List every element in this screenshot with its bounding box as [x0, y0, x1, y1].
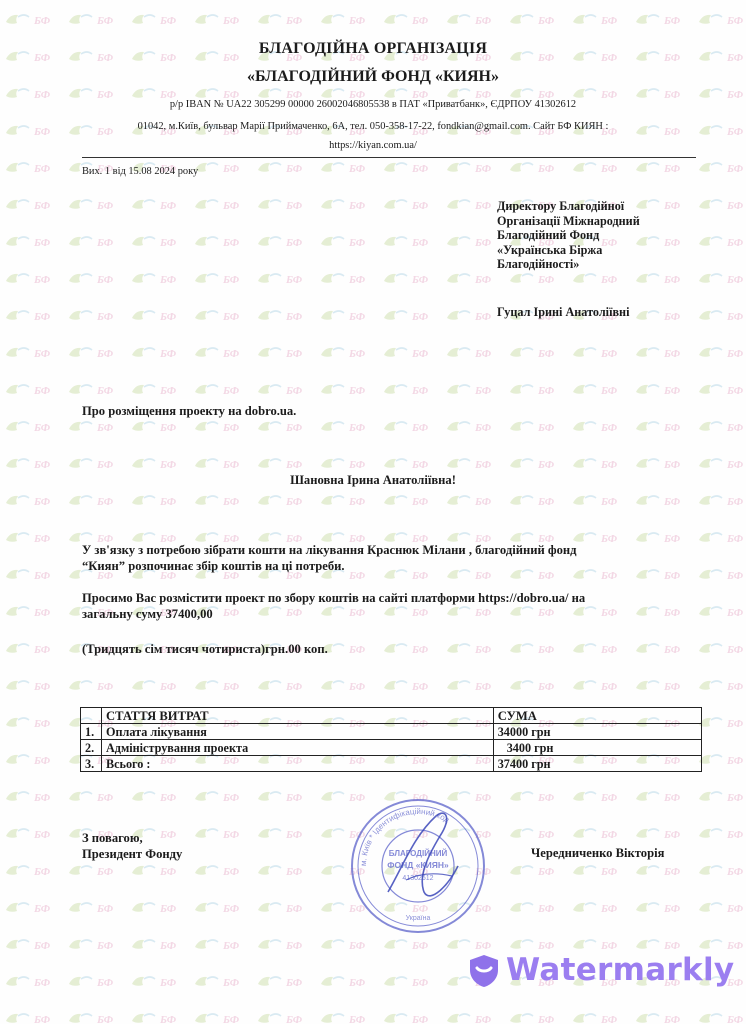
bank-details: р/р IBAN № UA22 305299 00000 26002046805538 в ПАТ «Приватбанк», ЄДРПОУ 41302612: [169, 99, 577, 110]
body-line: У зв'язку з потребою зібрати кошти на лікування Краснюк Мілани , благодійний фонд: [82, 543, 577, 557]
row-item: Всього :: [101, 756, 493, 772]
signer-name: Чередниченко Вікторія: [531, 846, 665, 860]
addressee-line: Директору Благодійної: [497, 199, 625, 213]
signer-position: Президент Фонду: [82, 847, 183, 861]
table-header-num: [81, 708, 102, 724]
closing-regards: З повагою,: [82, 831, 143, 845]
letter-subject: Про розміщення проекту на dobro.ua.: [82, 404, 297, 418]
website-url: https://kiyan.com.ua/: [329, 140, 417, 151]
stamp-ring-text: м. Київ * Ідентифікаційний код: [358, 806, 451, 867]
row-item: Оплата лікування: [101, 724, 493, 740]
addressee-line: Благодійний Фонд: [497, 228, 600, 243]
body-paragraph-1: [82, 542, 702, 574]
greeting: Шановна Ірина Анатоліївна!: [290, 473, 456, 487]
amount-in-words: (Тридцять сім тисяч чотириста)грн.00 коп.: [82, 642, 328, 656]
body-line: “Киян” розпочинає збір коштів на ці потреби.: [82, 559, 345, 573]
addressee-block: [497, 199, 707, 272]
shield-icon: [468, 954, 500, 988]
table-row: [81, 724, 702, 740]
stamp-text-code: 41302612: [402, 875, 434, 882]
signature-block: [82, 830, 182, 862]
org-type: БЛАГОДІЙНА ОРГАНІЗАЦІЯ: [258, 40, 488, 57]
body-line: загальну суму 37400,00: [82, 607, 213, 621]
row-number: 1.: [81, 724, 102, 740]
row-number: 3.: [81, 756, 102, 772]
addressee-person: Гуцал Ірині Анатоліївні: [497, 305, 630, 319]
row-sum: 37400 грн: [493, 756, 701, 772]
watermarkly-badge: [462, 946, 735, 996]
addressee-line: Благодійності»: [497, 257, 580, 272]
table-header-item: СТАТТЯ ВИТРАТ: [101, 708, 493, 724]
organization-stamp: [348, 796, 488, 936]
row-sum: 34000 грн: [493, 724, 701, 740]
table-header-sum: СУМА: [493, 708, 701, 724]
contact-details: 01042, м.Київ, бульвар Марії Приймаченко, 6А, тел. 050-358-17-22, fondkian@gmail.com. Сайт БФ КИЯН :: [137, 121, 609, 132]
table-row: [81, 740, 702, 756]
table-row: [81, 756, 702, 772]
outgoing-number: Вих. 1 від 15.08 2024 року: [82, 166, 199, 177]
addressee-line: Організації Міжнародний: [497, 213, 640, 228]
org-name: «БЛАГОДІЙНИЙ ФОНД «КИЯН»: [247, 68, 499, 85]
addressee-line: «Українська Біржа: [497, 242, 603, 257]
header-divider: [82, 157, 696, 158]
body-line: Просимо Вас розмістити проект по збору коштів на сайті платформи https://dobro.ua/ на: [82, 591, 586, 605]
body-paragraph-2: [82, 590, 702, 622]
stamp-text-mid: ФОНД «КИЯН»: [387, 860, 449, 870]
expenses-table: [80, 707, 702, 772]
table-header-row: [81, 708, 702, 724]
row-number: 2.: [81, 740, 102, 756]
row-sum: 3400 грн: [493, 740, 701, 756]
watermark-brand: Watermarkly: [506, 952, 735, 988]
row-item: Адміністрування проекта: [101, 740, 493, 756]
stamp-text-top: БЛАГОДІЙНИЙ: [388, 849, 448, 858]
stamp-text-bottom: Україна: [405, 915, 431, 922]
